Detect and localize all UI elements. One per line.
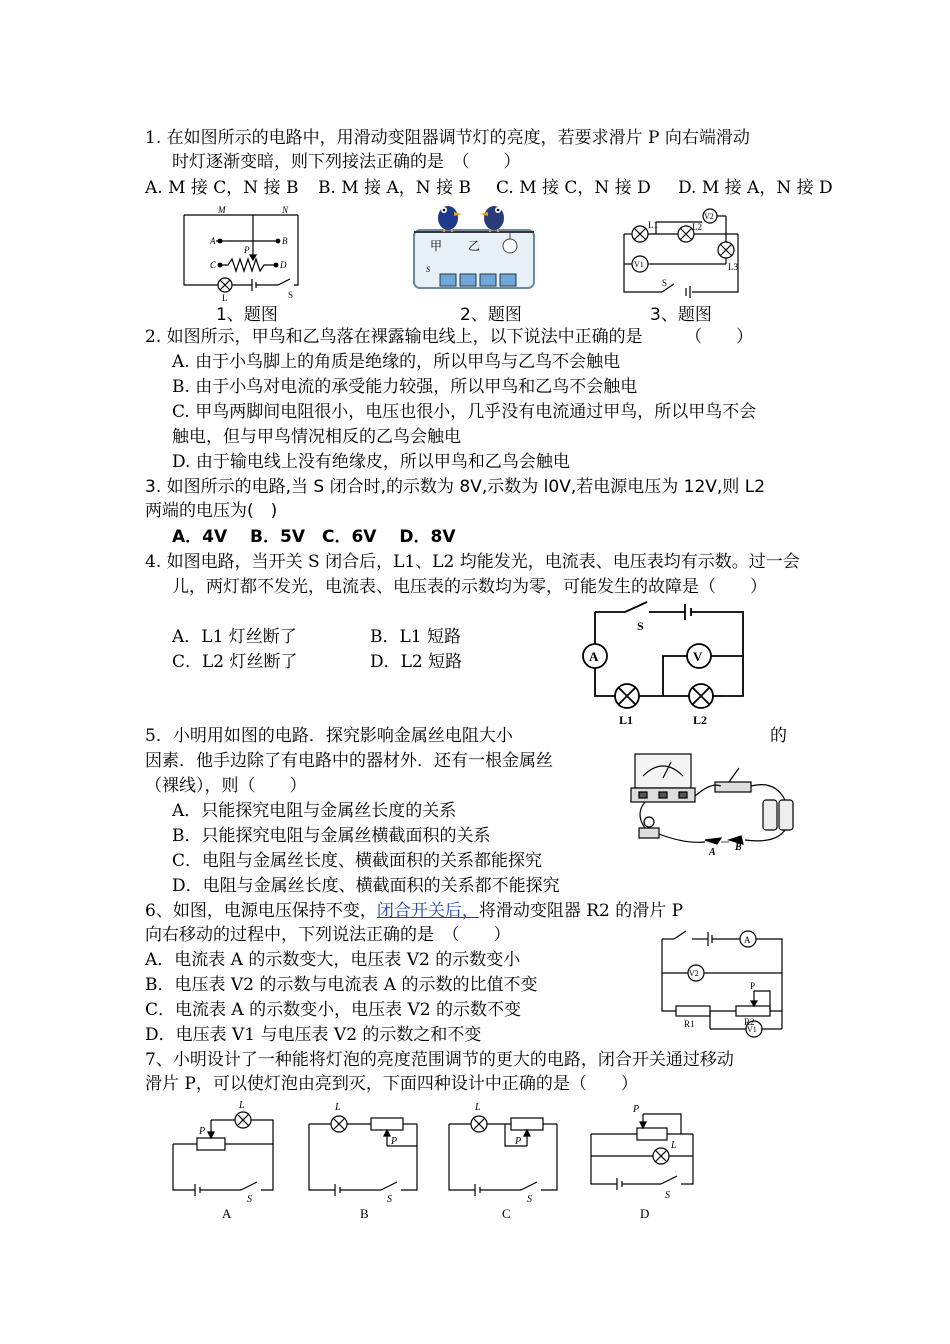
fig2-caption: 2、题图 xyxy=(460,305,522,325)
q3-stem-line2: 两端的电压为( ) xyxy=(145,501,278,521)
q1-option-a: A. M 接 C，N 接 B xyxy=(145,178,299,198)
q2-option-c-line2: 触电，但与甲鸟情况相反的乙鸟会触电 xyxy=(172,427,461,447)
q6-stem-line2: 向右移动的过程中，下列说法正确的是 （ ） xyxy=(145,925,511,945)
q7a-label-s: S xyxy=(247,1194,252,1205)
fig1-label-d: D xyxy=(280,260,287,270)
q7-caption-a: A xyxy=(222,1206,232,1221)
q5-option-d: D．电阻与金属丝长度、横截面积的关系都不能探究 xyxy=(172,876,560,896)
q7d-label-p: P xyxy=(633,1104,640,1115)
fig1-label-s: S xyxy=(288,290,294,300)
q1-option-d: D. M 接 A，N 接 D xyxy=(678,178,833,198)
q7c-label-s: S xyxy=(527,1194,532,1205)
fig1-label-m: M xyxy=(218,205,226,215)
q4-circuit-figure xyxy=(575,600,755,730)
q2-stem: 2. 如图所示，甲鸟和乙鸟落在裸露输电线上，以下说法中正确的是 （ ） xyxy=(145,327,754,347)
q5-stem-line1: 5．小明用如图的电路．探究影响金属丝电阻大小 xyxy=(145,726,513,746)
q5-stem-line3: （裸线），则（ ） xyxy=(145,776,307,796)
q4-fig-l2-label: L2 xyxy=(693,713,708,727)
fig1-caption: 1、题图 xyxy=(216,305,278,325)
q1-circuit-figure xyxy=(178,203,318,303)
bird-jia-icon xyxy=(438,206,462,232)
q7c-label-p: P xyxy=(515,1136,522,1147)
q4-fig-switch-label: S xyxy=(637,619,644,633)
q1-stem-line1: 1. 在如图所示的电路中，用滑动变阻器调节灯的亮度，若要求滑片 P 向右端滑动 xyxy=(145,128,750,148)
fig3-label-l2: L2 xyxy=(692,222,702,232)
q7-design-b-figure xyxy=(305,1100,425,1205)
q4-fig-ammeter-label: A xyxy=(589,649,599,664)
q2-option-d: D. 由于输电线上没有绝缘皮，所以甲鸟和乙鸟会触电 xyxy=(172,452,570,472)
q4-stem-line1: 4. 如图电路，当开关 S 闭合后，L1、L2 均能发光，电流表、电压表均有示数。过一会 xyxy=(145,552,800,572)
q5-option-a: A．只能探究电阻与金属丝长度的关系 xyxy=(172,801,457,821)
fig1-label-b: B xyxy=(282,236,288,246)
q7-design-d-figure xyxy=(585,1100,705,1205)
fig1-label-p: P xyxy=(244,245,250,255)
q3-options: A．4V B．5V C．6V D．8V xyxy=(172,527,456,547)
q5-apparatus-figure xyxy=(625,752,815,858)
q3-circuit-figure xyxy=(622,204,742,296)
fig3-caption: 3、题图 xyxy=(650,305,712,325)
q7-caption-b: B xyxy=(360,1206,369,1221)
q6-stem-post: 将滑动变阻器 R2 的滑片 P xyxy=(478,901,684,921)
q2-birds-figure xyxy=(410,200,540,306)
fig2-label-yi: 乙 xyxy=(468,239,481,253)
fig3-label-v2: V2 xyxy=(704,212,714,221)
q5-stem-line2: 因素．他手边除了有电路中的器材外．还有一根金属丝 xyxy=(145,751,553,771)
fig1-label-l: L xyxy=(222,293,228,303)
fig3-label-l1: L1 xyxy=(648,220,658,230)
q4-option-a: A．L1 灯丝断了 xyxy=(172,627,297,647)
q1-stem-line2: 时灯逐渐变暗，则下列接法正确的是 （ ） xyxy=(172,152,521,172)
q4-fig-l1-label: L1 xyxy=(619,713,634,727)
q6-fig-p-label: P xyxy=(750,981,756,991)
q4-stem-line2: 儿，两灯都不发光，电流表、电压表的示数均为零，可能发生的故障是（ ） xyxy=(172,577,767,597)
q4-fig-voltmeter-label: V xyxy=(693,649,703,664)
q6-fig-r1-label: R1 xyxy=(684,1019,695,1029)
q2-option-a: A. 由于小鸟脚上的角质是绝缘的，所以甲鸟与乙鸟不会触电 xyxy=(172,352,621,372)
q7-stem-line2: 滑片 P，可以使灯泡由亮到灭，下面四种设计中正确的是（ ） xyxy=(145,1074,638,1094)
q7-caption-d: D xyxy=(640,1206,650,1221)
q6-stem-link[interactable]: 闭合开关后， xyxy=(376,901,479,921)
fig1-label-n: N xyxy=(282,205,289,215)
q7b-label-p: P xyxy=(391,1136,398,1147)
q7-design-c-figure xyxy=(445,1100,565,1205)
q6-option-b: B．电压表 V2 的示数与电流表 A 的示数的比值不变 xyxy=(145,975,538,995)
q2-option-c-line1: C. 甲鸟两脚间电阻很小，电压也很小，几乎没有电流通过甲鸟，所以甲鸟不会 xyxy=(172,402,757,422)
fig1-label-c: C xyxy=(210,260,217,270)
q7c-label-l: L xyxy=(475,1102,481,1113)
fig3-label-v1: V1 xyxy=(634,260,644,269)
q7d-label-l: L xyxy=(671,1140,677,1151)
q7b-label-l: L xyxy=(335,1102,341,1113)
q7a-label-p: P xyxy=(199,1126,206,1137)
q7d-label-s: S xyxy=(665,1190,670,1201)
q6-stem-line1 xyxy=(145,899,683,923)
q7-caption-c: C xyxy=(502,1206,511,1221)
q6-circuit-figure xyxy=(658,925,788,1037)
q4-option-b: B．L1 短路 xyxy=(370,627,462,647)
q6-fig-ammeter-label: A xyxy=(744,935,751,945)
q7-stem-line1: 7、小明设计了一种能将灯泡的亮度范围调节的更大的电路，闭合开关通过移动 xyxy=(145,1050,734,1070)
q6-stem-pre: 6、如图，电源电压保持不变， xyxy=(145,901,377,921)
q5-stem-line1-end: 的 xyxy=(770,726,787,746)
q6-option-d: D．电压表 V1 与电压表 V2 的示数之和不变 xyxy=(145,1025,482,1045)
fig3-label-s: S xyxy=(662,278,668,288)
q7-design-a-figure xyxy=(165,1100,285,1205)
q6-fig-v1-label: V1 xyxy=(747,1025,757,1034)
bird-yi-icon xyxy=(480,206,504,232)
q7a-label-l: L xyxy=(239,1100,245,1111)
fig1-label-a: A xyxy=(210,236,216,246)
fig2-label-s: S xyxy=(426,265,430,274)
q5-fig-label-b: B xyxy=(735,842,742,853)
q2-option-b: B. 由于小鸟对电流的承受能力较强，所以甲鸟和乙鸟不会触电 xyxy=(172,377,638,397)
q7b-label-s: S xyxy=(387,1194,392,1205)
q4-option-c: C．L2 灯丝断了 xyxy=(172,652,298,672)
q6-fig-r2-label: R2 xyxy=(744,1017,755,1027)
q6-fig-v2-label: V2 xyxy=(689,969,699,978)
q3-stem-line1: 3. 如图所示的电路,当 S 闭合时,的示数为 8V,示数为 l0V,若电源电压为 12V,则 L2 xyxy=(145,477,766,497)
q1-option-c: C. M 接 C，N 接 D xyxy=(496,178,651,198)
fig2-label-jia: 甲 xyxy=(430,239,443,253)
fig3-label-l3: L3 xyxy=(728,262,738,272)
q5-option-c: C．电阻与金属丝长度、横截面积的关系都能探究 xyxy=(172,851,543,871)
q6-option-a: A．电流表 A 的示数变大，电压表 V2 的示数变小 xyxy=(145,950,521,970)
q6-option-c: C．电流表 A 的示数变小，电压表 V2 的示数不变 xyxy=(145,1000,521,1020)
q1-option-b: B. M 接 A，N 接 B xyxy=(318,178,471,198)
q5-fig-label-a: A xyxy=(709,847,716,858)
q4-option-d: D．L2 短路 xyxy=(370,652,463,672)
q5-option-b: B．只能探究电阻与金属丝横截面积的关系 xyxy=(172,826,491,846)
